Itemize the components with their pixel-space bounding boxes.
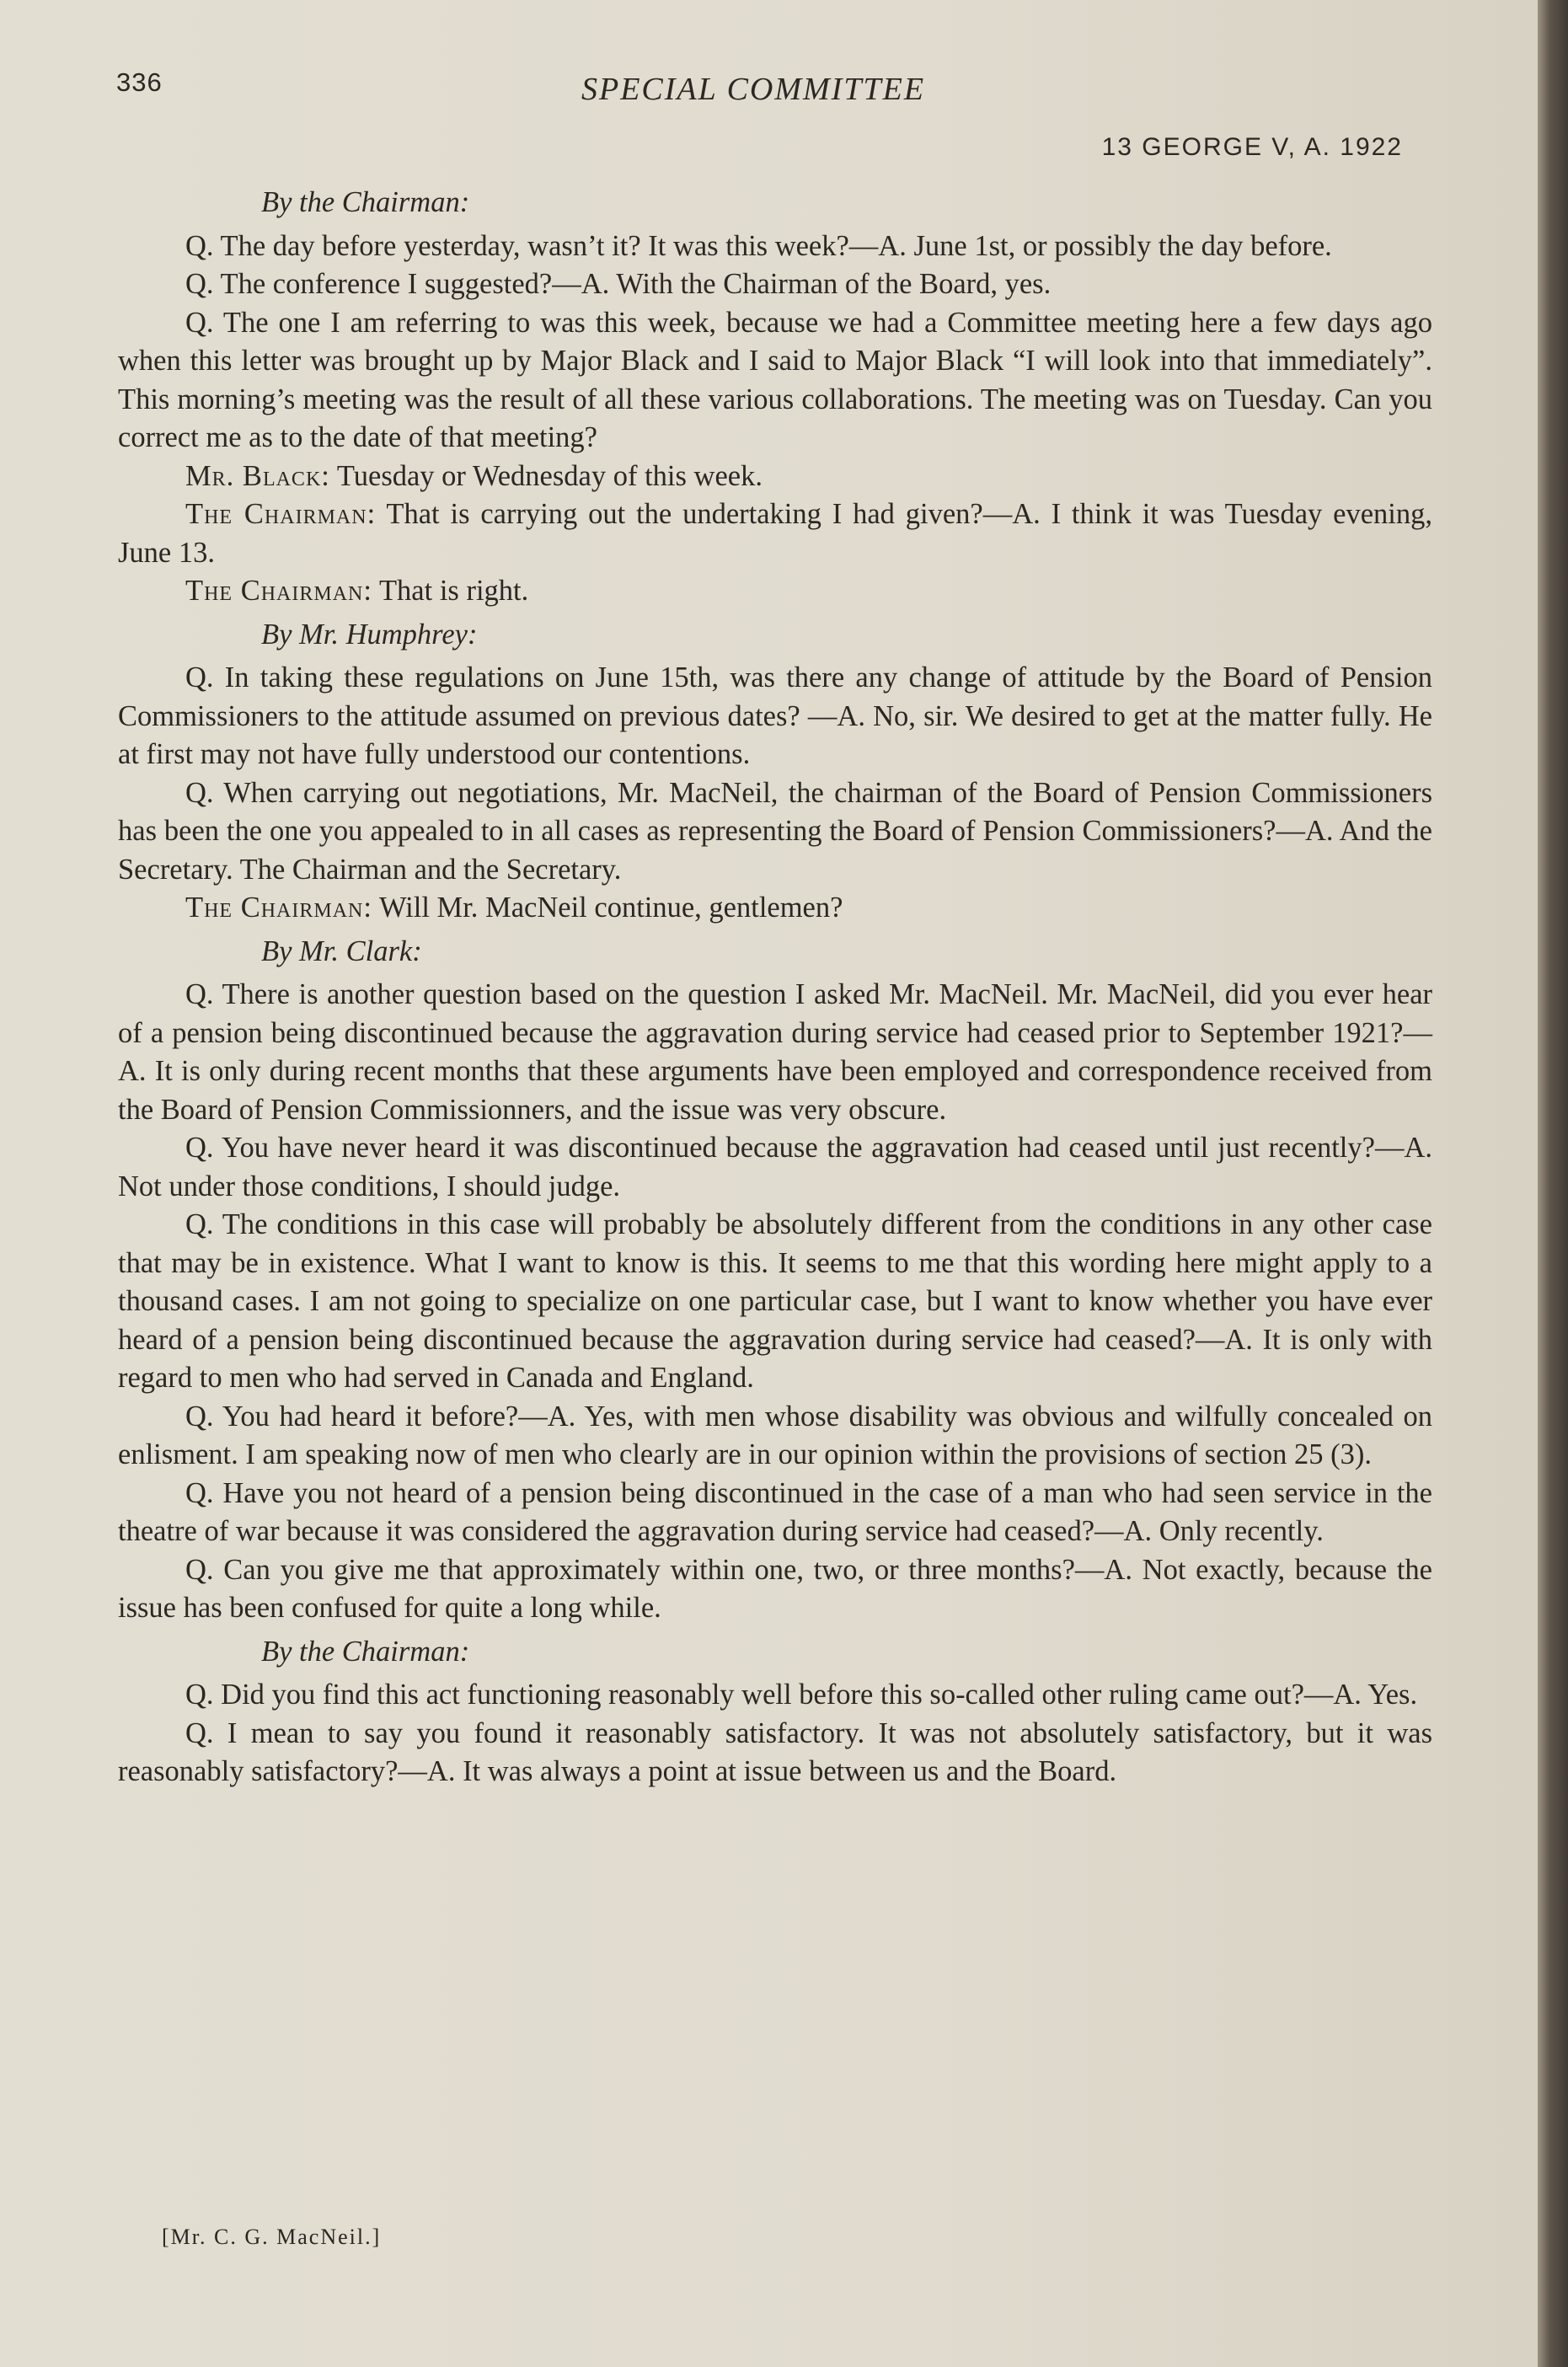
speaker-name: The Chairman: <box>185 892 372 924</box>
qa-paragraph: Q. You had heard it before?—A. Yes, with men whose disability was obvious and wilfully concealed on enlisment. I am speaking now of men who clearly are in our opinion within the provisions of section 25 (3). <box>118 1400 1432 1470</box>
page-number: 336 <box>116 67 163 97</box>
qa-paragraph: Q. Did you find this act functioning reasonably well before this so-called other ruling came out?—A. Yes. <box>185 1679 1418 1711</box>
speaker-paragraph <box>118 889 1432 928</box>
qa-paragraph: Q. When carrying out negotiations, Mr. MacNeil, the chairman of the Board of Pension Commissioners has been the one you appealed to in all cases as representing the Board of Pension Commissioners?—A. And the Secretary. The Chairman and the Secretary. <box>118 776 1432 886</box>
qa-paragraph: Q. Have you not heard of a pension being discontinued in the case of a man who had seen service in the theatre of war because it was considered the aggravation during service had ceased?—A. Only recently. <box>118 1476 1432 1547</box>
qa-paragraph: Q. There is another question based on the question I asked Mr. MacNeil. Mr. MacNeil, did you ever hear of a pension being discontinued because the aggravation during service had ceased prior to September 1921?—A. It is only during recent months that these arguments have been employed and correspondence received from the Board of Pension Commissionners, and the issue was very obscure. <box>118 978 1432 1126</box>
book-binding-edge <box>1538 0 1568 2367</box>
qa-paragraph: Q. In taking these regulations on June 15th, was there any change of attitude by the Board of Pension Commissioners to the attitude assumed on previous dates? —A. No, sir. We desired to get at the matter fully. He at first may not have fully understood our contentions. <box>118 661 1432 770</box>
examiner-heading: By the Chairman: <box>261 186 470 218</box>
witness-footnote: [Mr. C. G. MacNeil.] <box>162 2225 382 2249</box>
qa-paragraph: Q. Can you give me that approximately within one, two, or three months?—A. Not exactly, because the issue has been confused for quite a long while. <box>118 1553 1432 1624</box>
qa-paragraph: Q. You have never heard it was discontinued because the aggravation had ceased until just recently?—A. Not under those conditions, I should judge. <box>118 1132 1432 1202</box>
speaker-text: That is right. <box>378 575 529 607</box>
qa-paragraph: Q. The conference I suggested?—A. With the Chairman of the Board, yes. <box>185 268 1052 300</box>
speaker-name: The Chairman: <box>185 498 377 530</box>
speaker-name: Mr. Black: <box>185 459 330 492</box>
speaker-paragraph <box>118 495 1432 572</box>
speaker-paragraph <box>118 458 1432 496</box>
qa-paragraph: Q. The one I am referring to was this week, because we had a Committee meeting here a few days ago when this letter was brought up by Major Black and I said to Major Black “I will look into that immediately”. This morning’s meeting was the result of all these various collaborations. The meeting was on Tuesday. Can you correct me as to the date of that meeting? <box>118 306 1432 453</box>
speaker-text: Tuesday or Wednesday of this week. <box>336 459 763 492</box>
speaker-name: The Chairman: <box>185 575 372 607</box>
examiner-heading: By Mr. Clark: <box>261 934 422 967</box>
examiner-heading: By Mr. Humphrey: <box>261 618 478 651</box>
qa-paragraph: Q. The day before yesterday, wasn’t it? It was this week?—A. June 1st, or possibly the day before. <box>185 229 1332 262</box>
speaker-paragraph <box>118 572 1432 611</box>
running-head: SPECIAL COMMITTEE <box>581 72 926 107</box>
speaker-text: That is carrying out the undertaking I had given?—A. I think it was Tuesday evening, June 13. <box>118 498 1432 569</box>
qa-paragraph: Q. I mean to say you found it reasonably satisfactory. It was not absolutely satisfactory, but it was reasonably satisfactory?—A. It was always a point at issue between us and the Board. <box>118 1716 1432 1787</box>
transcript-body <box>118 179 1432 1791</box>
session-line: 13 GEORGE V, A. 1922 <box>1101 133 1403 161</box>
qa-paragraph: Q. The conditions in this case will probably be absolutely different from the conditions in any other case that may be in existence. What I want to know is this. It seems to me that this wording here might apply to a thousand cases. I am not going to specialize on one particular case, but I want to know whether you have ever heard of a pension being discontinued because the aggravation during service had ceased?—A. It is only with regard to men who had served in Canada and England. <box>118 1208 1432 1394</box>
examiner-heading: By the Chairman: <box>261 1635 470 1668</box>
speaker-text: Will Mr. MacNeil continue, gentlemen? <box>378 892 843 924</box>
